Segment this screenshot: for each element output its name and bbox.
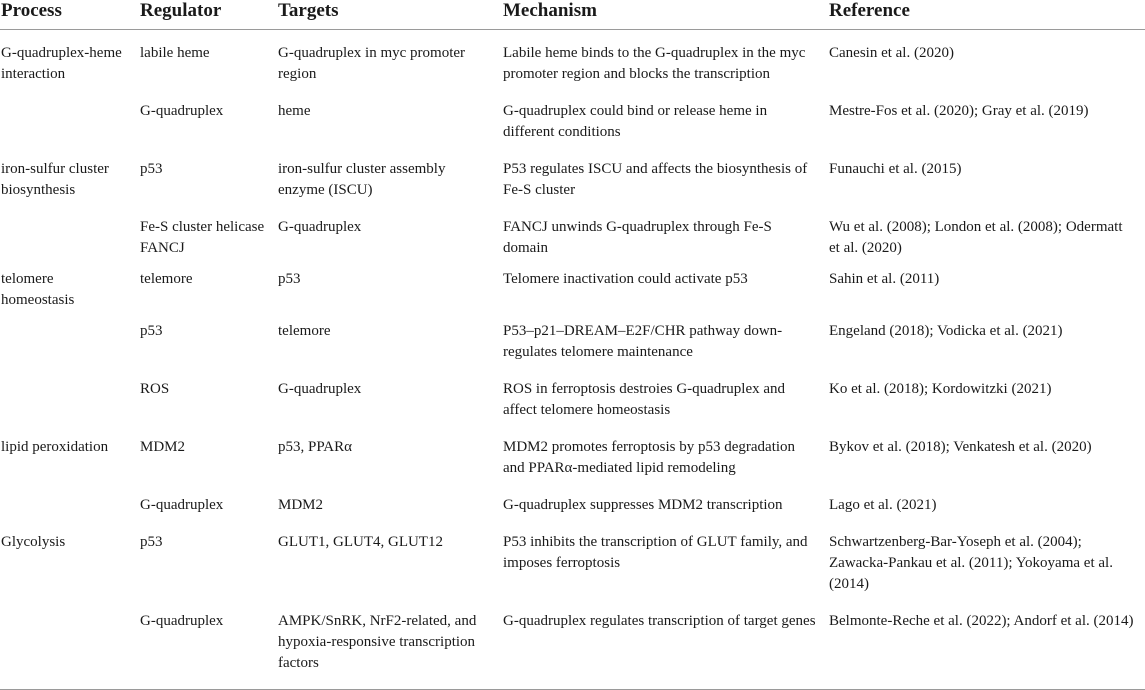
- cell-targets: MDM2: [278, 497, 324, 513]
- cell-reference: Canesin et al. (2020): [829, 45, 954, 61]
- cell-mechanism: P53–p21–DREAM–E2F/CHR pathway down-regulates telomere maintenance: [503, 323, 783, 360]
- cell-regulator: p53: [140, 161, 163, 177]
- cell-regulator: Fe-S cluster helicase FANCJ: [140, 219, 265, 256]
- cell-regulator: G-quadruplex: [138, 603, 276, 690]
- table-row: [0, 267, 1145, 313]
- table-row: [0, 371, 1145, 429]
- header-regulator: Regulator: [138, 0, 276, 30]
- cell-reference: Ko et al. (2018); Kordowitzki (2021): [829, 381, 1052, 397]
- table-row: [0, 524, 1145, 603]
- cell-regulator: G-quadruplex: [140, 497, 224, 513]
- cell-targets: G-quadruplex: [278, 381, 362, 397]
- cell-process: G-quadruplex-heme interaction: [1, 45, 122, 82]
- cell-reference: Lago et al. (2021): [829, 497, 937, 513]
- cell-regulator: labile heme: [140, 45, 210, 61]
- cell-process: iron-sulfur cluster biosynthesis: [1, 161, 109, 198]
- cell-mechanism: Telomere inactivation could activate p53: [503, 271, 748, 287]
- cell-process: telomere homeostasis: [1, 271, 75, 308]
- cell-reference: Funauchi et al. (2015): [829, 161, 962, 177]
- table-row: [0, 151, 1145, 209]
- header-process: Process: [0, 0, 138, 30]
- cell-mechanism: P53 regulates ISCU and affects the biosynthesis of Fe-S cluster: [503, 161, 808, 198]
- cell-targets: p53, PPARα: [278, 439, 353, 455]
- cell-regulator: p53: [140, 534, 163, 550]
- table-row: [0, 209, 1145, 267]
- cell-mechanism: MDM2 promotes ferroptosis by p53 degradation and PPARα-mediated lipid remodeling: [503, 439, 796, 476]
- header-targets: Targets: [276, 0, 501, 30]
- cell-reference: Belmonte-Reche et al. (2022); Andorf et al. (2014): [827, 603, 1145, 690]
- cell-reference: Bykov et al. (2018); Venkatesh et al. (2020): [829, 439, 1092, 455]
- cell-process: [0, 487, 138, 524]
- table-row: [0, 603, 1145, 690]
- cell-process: lipid peroxidation: [1, 439, 109, 455]
- table-row: [0, 93, 1145, 151]
- cell-regulator: ROS: [140, 381, 170, 397]
- cell-targets: G-quadruplex: [278, 219, 362, 235]
- cell-process: [0, 371, 138, 429]
- cell-mechanism: FANCJ unwinds G-quadruplex through Fe-S domain: [503, 219, 772, 256]
- header-mechanism: Mechanism: [501, 0, 827, 30]
- cell-regulator: MDM2: [140, 439, 186, 455]
- table-row: [0, 487, 1145, 524]
- cell-targets: iron-sulfur cluster assembly enzyme (ISCU): [278, 161, 446, 198]
- cell-reference: Engeland (2018); Vodicka et al. (2021): [829, 323, 1063, 339]
- cell-process: [0, 209, 138, 267]
- cell-reference: Mestre-Fos et al. (2020); Gray et al. (2019): [829, 103, 1089, 119]
- cell-process: Glycolysis: [1, 534, 66, 550]
- cell-mechanism: ROS in ferroptosis destroies G-quadruplex and affect telomere homeostasis: [503, 381, 786, 418]
- cell-regulator: p53: [140, 323, 163, 339]
- cell-process: [0, 313, 138, 371]
- table-row: [0, 313, 1145, 371]
- cell-mechanism: G-quadruplex suppresses MDM2 transcription: [503, 497, 783, 513]
- cell-mechanism: Labile heme binds to the G-quadruplex in the myc promoter region and blocks the transcription: [503, 45, 806, 82]
- cell-process: [0, 93, 138, 151]
- cell-process: [0, 603, 138, 690]
- cell-targets: telemore: [278, 323, 331, 339]
- cell-targets: GLUT1, GLUT4, GLUT12: [278, 534, 443, 550]
- table-row: [0, 30, 1145, 94]
- header-row: [0, 0, 1145, 30]
- cell-targets: G-quadruplex in myc promoter region: [278, 45, 466, 82]
- cell-targets: AMPK/SnRK, NrF2-related, and hypoxia-responsive transcription factors: [276, 603, 501, 690]
- table-row: [0, 429, 1145, 487]
- cell-targets: heme: [278, 103, 311, 119]
- header-reference: Reference: [827, 0, 1145, 30]
- table-body: [0, 30, 1145, 690]
- cell-regulator: G-quadruplex: [140, 103, 224, 119]
- cell-targets: p53: [278, 271, 301, 287]
- table-header: [0, 0, 1145, 30]
- cell-reference: Wu et al. (2008); London et al. (2008); Odermatt et al. (2020): [829, 219, 1123, 256]
- cell-regulator: telemore: [140, 271, 193, 287]
- cell-mechanism: G-quadruplex could bind or release heme in different conditions: [503, 103, 768, 140]
- cell-reference: Schwartzenberg-Bar-Yoseph et al. (2004); Zawacka-Pankau et al. (2011); Yokoyama et al. (2014): [829, 534, 1113, 592]
- cell-mechanism: G-quadruplex regulates transcription of target genes: [501, 603, 827, 690]
- cell-reference: Sahin et al. (2011): [829, 271, 940, 287]
- cell-mechanism: P53 inhibits the transcription of GLUT family, and imposes ferroptosis: [503, 534, 808, 571]
